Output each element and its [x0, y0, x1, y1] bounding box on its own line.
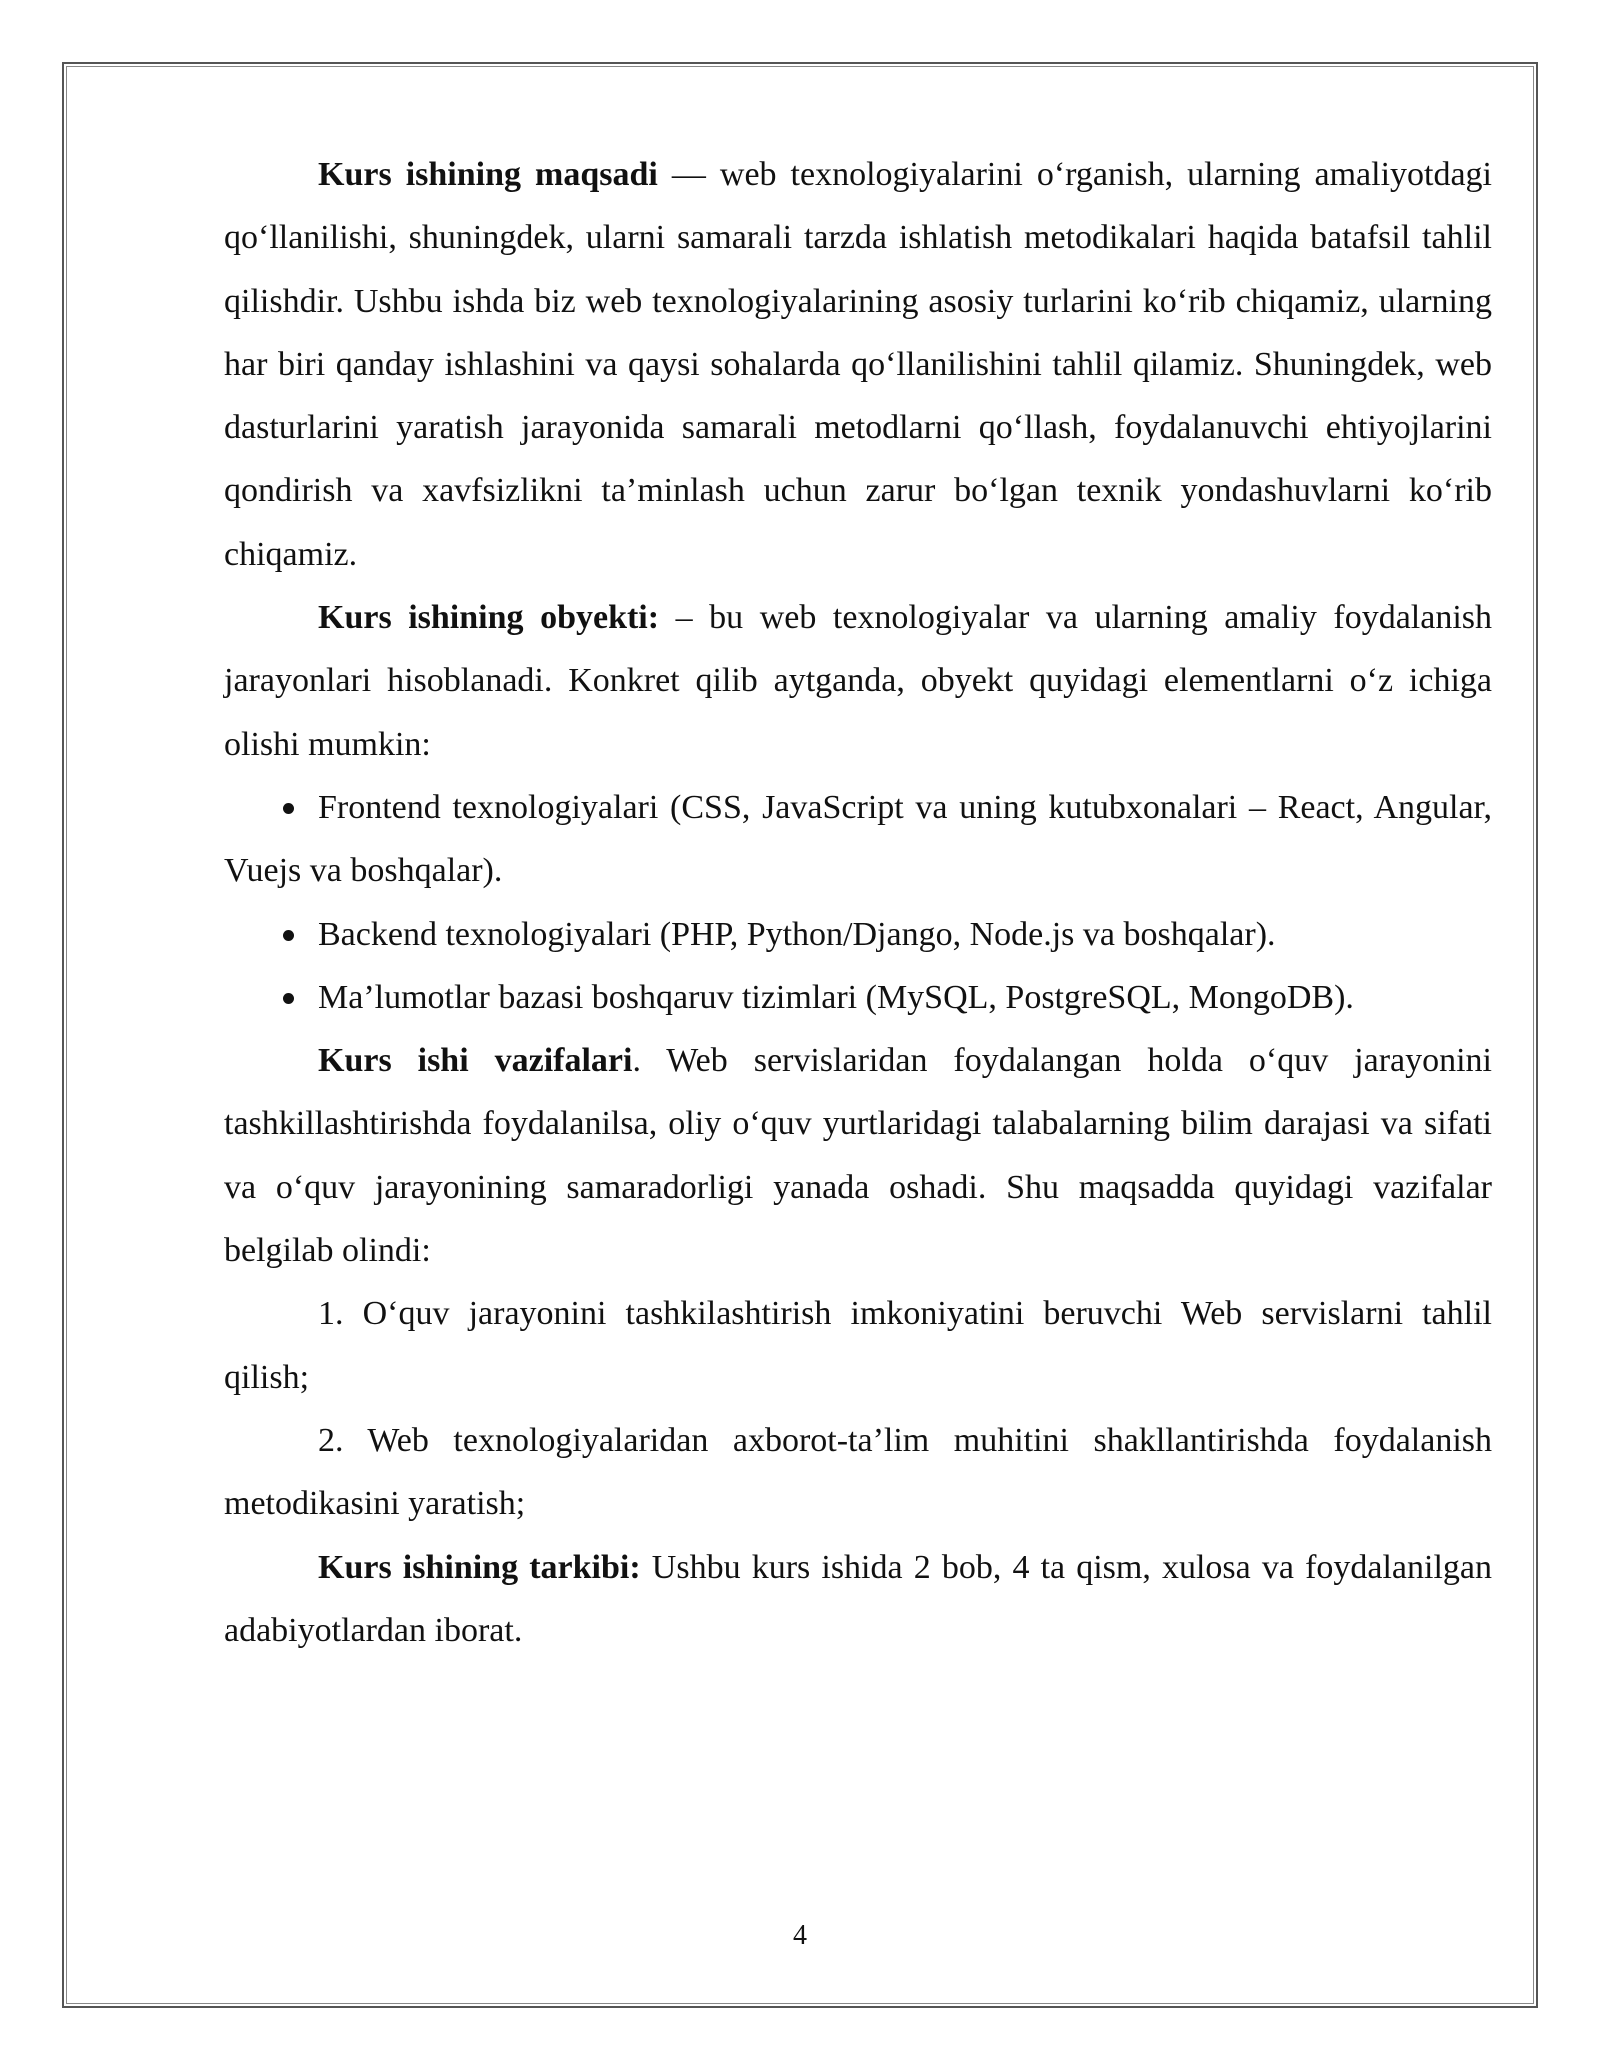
numbered-item-2: 2. Web texnologiyalaridan axborot-ta’lim muhitini shakllantirishda foydalanish metodikasini yaratish;	[224, 1421, 1492, 1523]
bullet-dot-icon	[283, 993, 294, 1004]
tasks-label: Kurs ishi vazifalari	[318, 1042, 633, 1080]
bullet-text: Backend texnologiyalari (PHP, Python/Django, Node.js va boshqalar).	[318, 915, 1276, 953]
structure-paragraph	[224, 1536, 1492, 1663]
page-number: 4	[793, 1920, 807, 1951]
object-label: Kurs ishining obyekti:	[318, 599, 660, 637]
object-text: – bu web texnologiyalar va ularning amaliy foydalanish jarayonlari hisoblanadi. Konkret qilib aytganda, obyekt quyidagi elementlarni o‘z ichiga olishi mumkin:	[224, 599, 1492, 763]
bullet-text: Ma’lumotlar bazasi boshqaruv tizimlari (MySQL, PostgreSQL, MongoDB).	[318, 978, 1354, 1016]
structure-text: Ushbu kurs ishida 2 bob, 4 ta qism, xulosa va foydalanilgan adabiyotlardan iborat.	[224, 1548, 1493, 1649]
object-paragraph	[224, 586, 1492, 776]
tasks-text: . Web servislaridan foydalangan holda o‘quv jarayonini tashkillashtirishda foydalanilsa, oliy o‘quv yurtlaridagi talabalarning bilim darajasi va sifati va o‘quv jarayonining samaradorligi yanada oshadi. Shu maqsadda quyidagi vazifalar belgilab olindi:	[224, 1042, 1492, 1270]
bullet-dot-icon	[283, 803, 294, 814]
document-body	[224, 143, 1492, 1662]
goal-text: — web texnologiyalarini o‘rganish, ularning amaliyotdagi qo‘llanilishi, shuningdek, ularni samarali tarzda ishlatish metodikalari haqida batafsil tahlil qilishdir. Ushbu ishda biz web texnologiyalarining asosiy turlarini ko‘rib chiqamiz, ularning har biri qanday ishlashini va qaysi sohalarda qo‘llanilishini tahlil qilamiz. Shuningdek, web dasturlarini yaratish jarayonida samarali metodlarni qo‘llash, foydalanuvchi ehtiyojlarini qondirish va xavfsizlikni ta’minlash uchun zarur bo‘lgan texnik yondashuvlarni ko‘rib chiqamiz.	[224, 156, 1492, 573]
bullet-dot-icon	[283, 930, 294, 941]
goal-paragraph	[224, 143, 1492, 586]
numbered-item-1: 1. O‘quv jarayonini tashkilashtirish imkoniyatini beruvchi Web servislarni tahlil qilish;	[224, 1295, 1492, 1396]
structure-label: Kurs ishining tarkibi:	[318, 1548, 641, 1586]
bullet-text: Frontend texnologiyalari (CSS, JavaScript va uning kutubxonalari – React, Angular, Vuejs va boshqalar).	[224, 788, 1492, 890]
goal-label: Kurs ishining maqsadi	[318, 156, 658, 193]
bullet-item-database	[224, 966, 1492, 1029]
bullet-item-frontend	[224, 776, 1492, 903]
tasks-paragraph	[224, 1029, 1492, 1282]
bullet-item-backend	[224, 903, 1492, 966]
